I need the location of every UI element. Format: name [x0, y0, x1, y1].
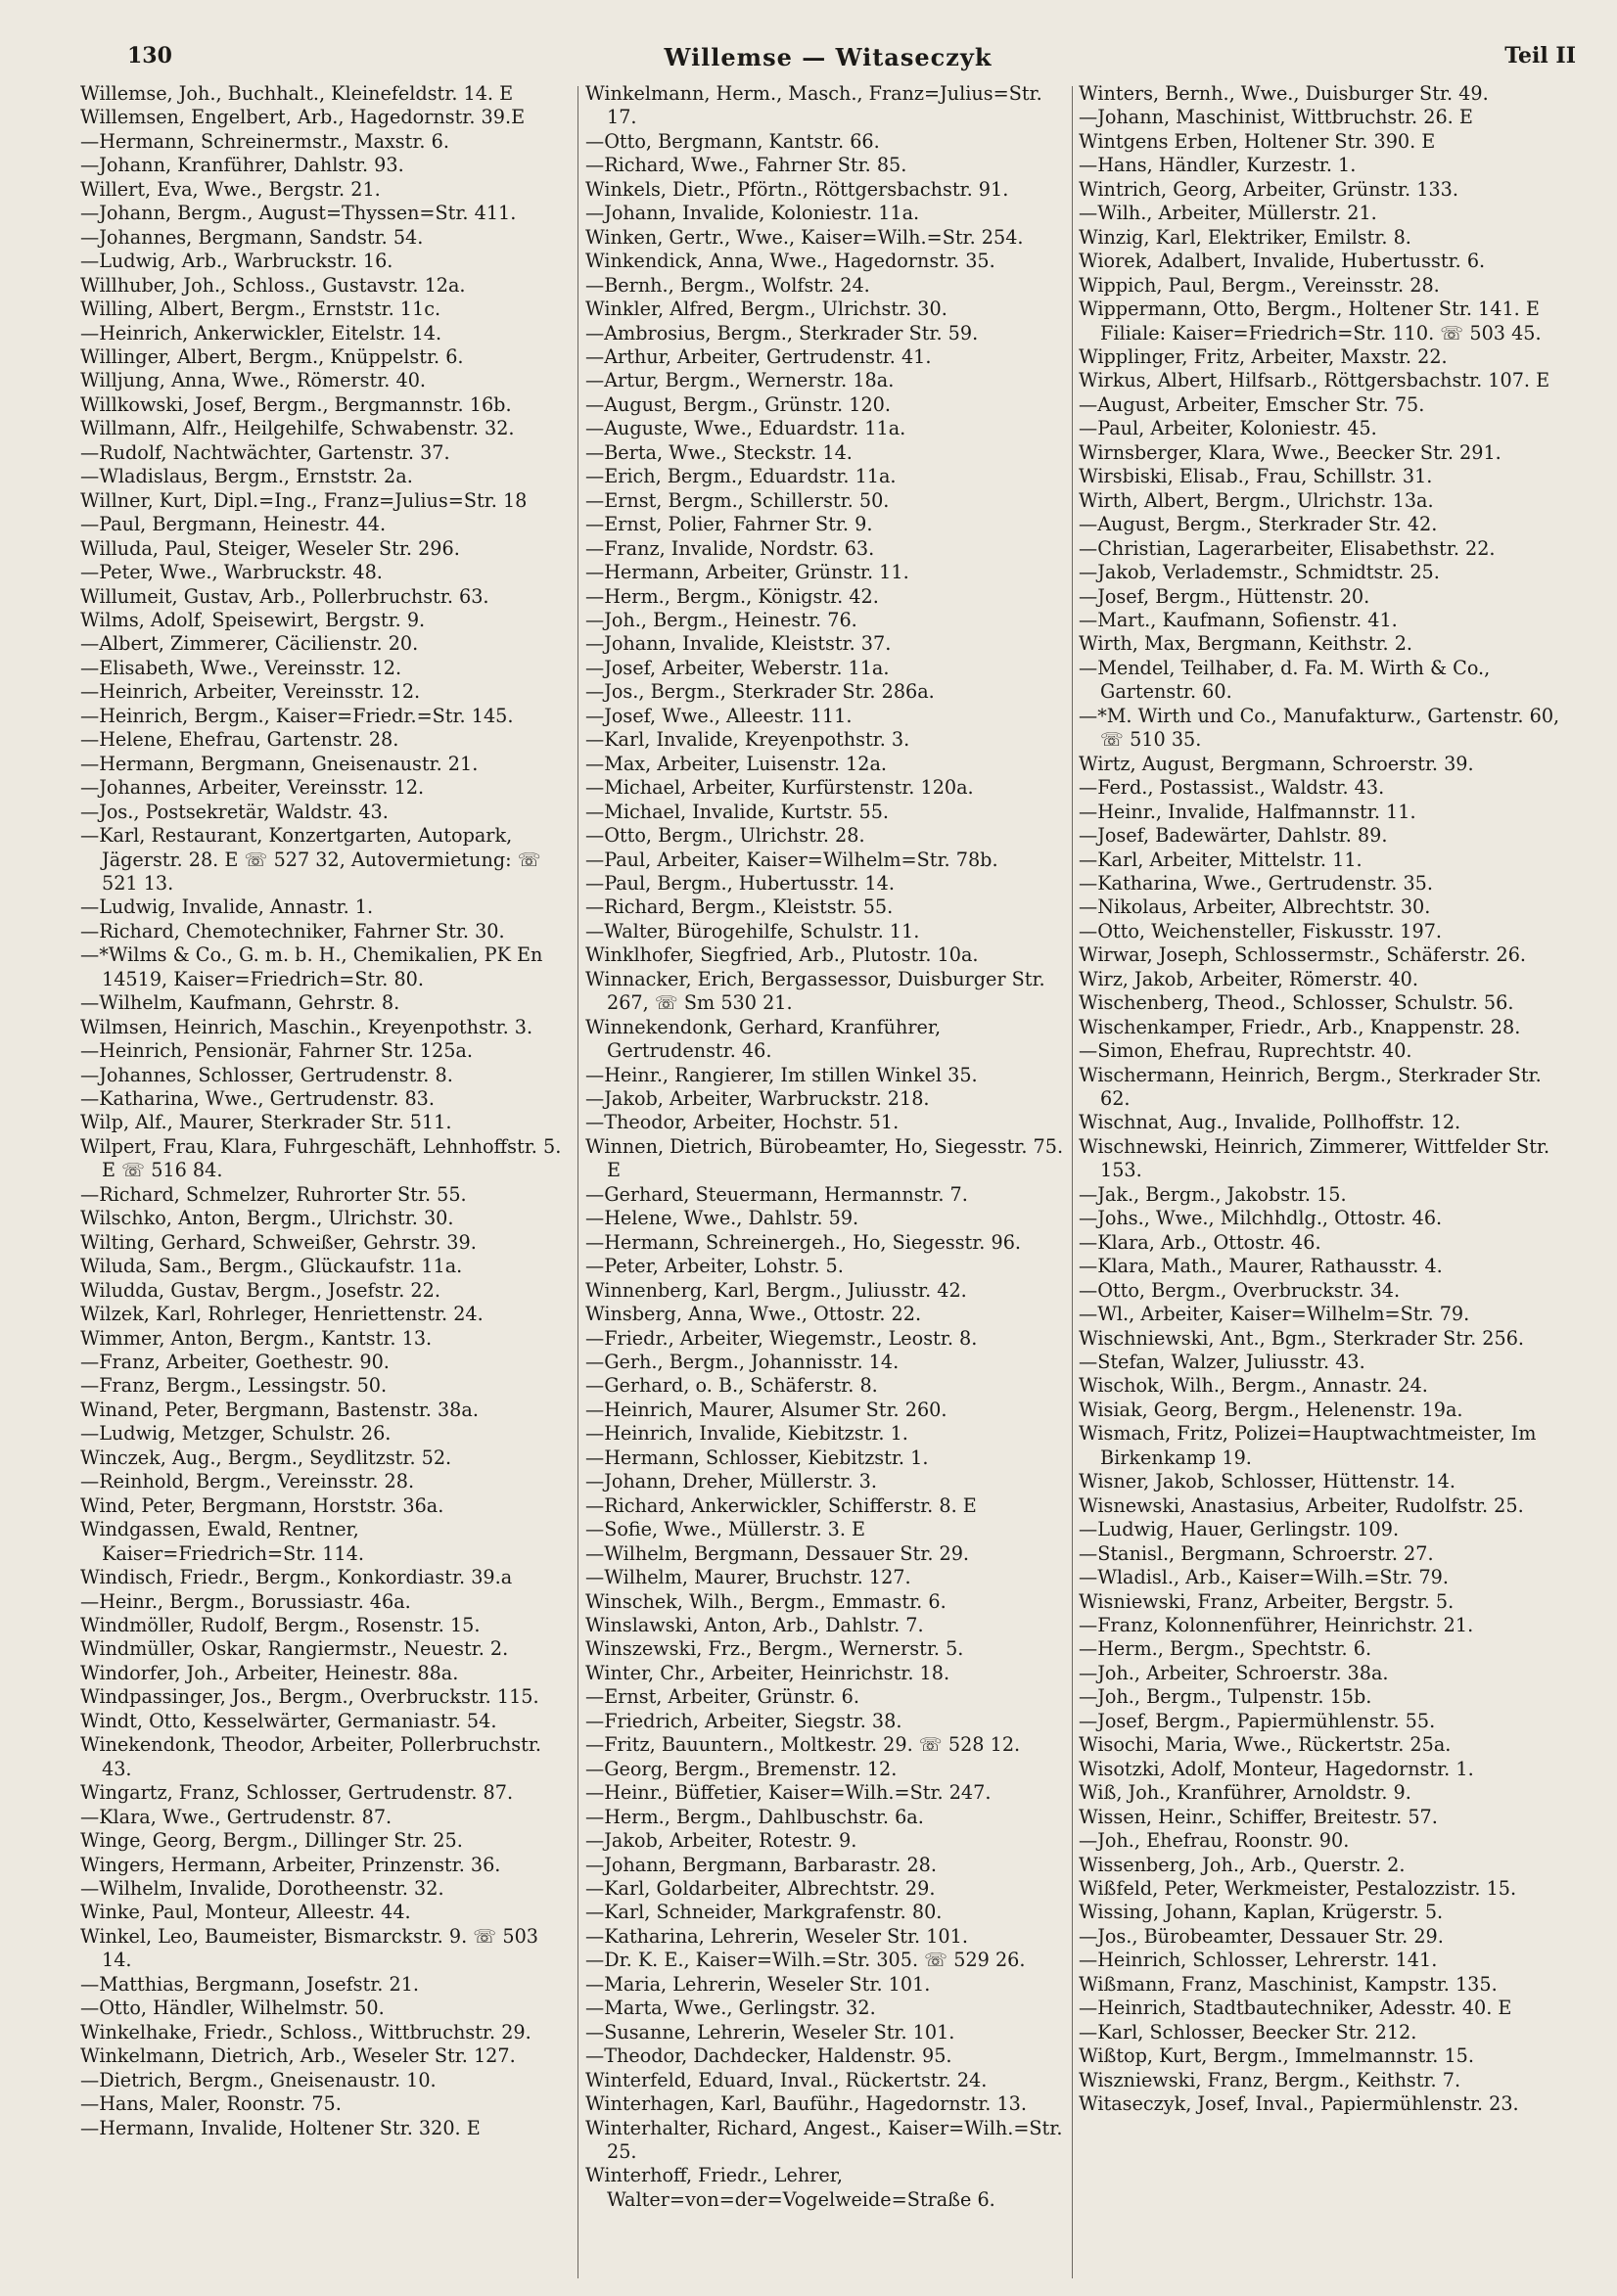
directory-entry: —Hermann, Bergmann, Gneisenaustr. 21. — [80, 752, 479, 775]
directory-entry: Winczek, Aug., Bergm., Seydlitzstr. 52. — [80, 1446, 452, 1469]
directory-entry: Wischnat, Aug., Invalide, Pollhoffstr. 12. — [1079, 1111, 1461, 1134]
directory-entry: —Herm., Bergm., Spechtstr. 6. — [1079, 1637, 1372, 1661]
directory-entry: Wilpert, Frau, Klara, Fuhrgeschäft, Lehnhoffstr. 5. E ☏ 516 84. — [80, 1134, 562, 1182]
directory-entry: Wißmann, Franz, Maschinist, Kampstr. 135. — [1079, 1972, 1498, 1996]
directory-entry: Winke, Paul, Monteur, Alleestr. 44. — [80, 1901, 411, 1924]
directory-entry: —Herm., Bergm., Königstr. 42. — [585, 584, 879, 608]
directory-entry: Wiszniewski, Franz, Bergm., Keithstr. 7. — [1079, 2068, 1461, 2091]
directory-entry: —Michael, Invalide, Kurtstr. 55. — [585, 800, 890, 823]
directory-entry: —Jos., Bergm., Sterkrader Str. 286a. — [585, 680, 935, 704]
directory-entry: Windmüller, Oskar, Rangiermstr., Neuestr. 2. — [80, 1637, 509, 1661]
directory-entry: —Josef, Bergm., Hüttenstr. 20. — [1079, 584, 1370, 608]
directory-entry: Winken, Gertr., Wwe., Kaiser=Wilh.=Str. 254. — [585, 225, 1024, 249]
directory-entry: —Nikolaus, Arbeiter, Albrechtstr. 30. — [1079, 895, 1431, 919]
directory-entry: —Johann, Invalide, Kleiststr. 37. — [585, 632, 892, 656]
directory-entry: —Heinrich, Pensionär, Fahrner Str. 125a. — [80, 1039, 473, 1063]
directory-entry: —Heinr., Büffetier, Kaiser=Wilh.=Str. 247. — [585, 1781, 992, 1805]
directory-entry: —Paul, Bergm., Hubertusstr. 14. — [585, 871, 895, 895]
directory-entry: —Gerhard, Steuermann, Hermannstr. 7. — [585, 1182, 968, 1206]
directory-entry: Wintrich, Georg, Arbeiter, Grünstr. 133. — [1079, 177, 1458, 201]
directory-entry: —Ludwig, Metzger, Schulstr. 26. — [80, 1422, 392, 1446]
directory-entry: Winterhoff, Friedr., Lehrer, Walter=von=der=Vogelweide=Straße 6. — [585, 2164, 995, 2211]
directory-entry: —Helene, Ehefrau, Gartenstr. 28. — [80, 728, 399, 752]
directory-entry: —Jak., Bergm., Jakobstr. 15. — [1079, 1182, 1347, 1206]
directory-entry: —Franz, Bergm., Lessingstr. 50. — [80, 1374, 388, 1398]
directory-entry: Winkelmann, Herm., Masch., Franz=Julius=Str. 17. — [585, 82, 1042, 129]
directory-entry: —Reinhold, Bergm., Vereinsstr. 28. — [80, 1470, 415, 1493]
directory-entry: Wilms, Adolf, Speisewirt, Bergstr. 9. — [80, 608, 426, 631]
directory-entry: Wilzek, Karl, Rohrleger, Henriettenstr. 24. — [80, 1303, 484, 1326]
directory-entry: Wisotzki, Adolf, Monteur, Hagedornstr. 1. — [1079, 1757, 1474, 1780]
directory-entry: Wißtop, Kurt, Bergm., Immelmannstr. 15. — [1079, 2044, 1474, 2068]
directory-entry: Wippermann, Otto, Bergm., Holtener Str. 141. E Filiale: Kaiser=Friedrich=Str. 110. ☏ 503 45. — [1079, 298, 1542, 344]
directory-entry: Willemse, Joh., Buchhalt., Kleinefeldstr. 14. E — [80, 82, 514, 105]
directory-entry: Willemsen, Engelbert, Arb., Hagedornstr. 39.E — [80, 106, 526, 129]
directory-entry: —Katharina, Lehrerin, Weseler Str. 101. — [585, 1924, 968, 1948]
directory-entry: —Karl, Restaurant, Konzertgarten, Autopark, Jägerstr. 28. E ☏ 527 32, Autovermietung: ☏ 521 13. — [80, 824, 541, 895]
directory-entry: Wisner, Jakob, Schlosser, Hüttenstr. 14. — [1079, 1470, 1455, 1493]
directory-entry: —Heinrich, Maurer, Alsumer Str. 260. — [585, 1398, 947, 1421]
directory-entry: —Marta, Wwe., Gerlingstr. 32. — [585, 1997, 876, 2020]
directory-entry: Wirz, Jakob, Arbeiter, Römerstr. 40. — [1079, 967, 1418, 990]
directory-entry: Wilting, Gerhard, Schweißer, Gehrstr. 39. — [80, 1230, 477, 1254]
directory-entry: —Jos., Postsekretär, Waldstr. 43. — [80, 800, 389, 823]
directory-entry: —Walter, Bürogehilfe, Schulstr. 11. — [585, 919, 920, 942]
directory-entry: —Joh., Bergm., Tulpenstr. 15b. — [1079, 1685, 1372, 1709]
directory-entry: Wissen, Heinr., Schiffer, Breitestr. 57. — [1079, 1805, 1438, 1828]
directory-entry: —Hermann, Schreinermstr., Maxstr. 6. — [80, 129, 449, 153]
directory-entry: —Wilhelm, Invalide, Dorotheenstr. 32. — [80, 1876, 444, 1900]
directory-entry: —Jakob, Arbeiter, Rotestr. 9. — [585, 1829, 857, 1853]
directory-entry: —Heinr., Rangierer, Im stillen Winkel 35. — [585, 1063, 978, 1086]
directory-entry: Willert, Eva, Wwe., Bergstr. 21. — [80, 177, 381, 201]
directory-entry: —Karl, Arbeiter, Mittelstr. 11. — [1079, 848, 1363, 871]
directory-column-2 — [585, 82, 1075, 2284]
directory-entry: —Wilhelm, Bergmann, Dessauer Str. 29. — [585, 1541, 970, 1565]
directory-entry: —Hermann, Schlosser, Kiebitzstr. 1. — [585, 1446, 929, 1469]
directory-entry: Wißfeld, Peter, Werkmeister, Pestalozzistr. 15. — [1079, 1876, 1517, 1900]
directory-entry: —Friedr., Arbeiter, Wiegemstr., Leostr. 8. — [585, 1326, 978, 1350]
directory-entry: Winschek, Wilh., Bergm., Emmastr. 6. — [585, 1589, 947, 1613]
directory-entry: Wischnewski, Heinrich, Zimmerer, Wittfelder Str. 153. — [1079, 1134, 1550, 1182]
directory-entry: —Matthias, Bergmann, Josefstr. 21. — [80, 1972, 420, 1996]
directory-entry: —August, Bergm., Sterkrader Str. 42. — [1079, 513, 1438, 536]
directory-entry: Winkelmann, Dietrich, Arb., Weseler Str. 127. — [80, 2044, 516, 2068]
directory-entry: —Ernst, Bergm., Schillerstr. 50. — [585, 488, 890, 512]
directory-entry: —Karl, Invalide, Kreyenpothstr. 3. — [585, 728, 910, 752]
directory-entry: Wischermann, Heinrich, Bergm., Sterkrader Str. 62. — [1079, 1063, 1542, 1111]
directory-entry: —Hermann, Arbeiter, Grünstr. 11. — [585, 561, 909, 584]
directory-entry: —Karl, Schlosser, Beecker Str. 212. — [1079, 2020, 1417, 2043]
directory-entry: —Johann, Dreher, Müllerstr. 3. — [585, 1470, 877, 1493]
directory-entry: Wirkus, Albert, Hilfsarb., Röttgersbachstr. 107. E — [1079, 369, 1550, 392]
directory-entry: —Johannes, Arbeiter, Vereinsstr. 12. — [80, 776, 425, 800]
directory-entry: —Richard, Ankerwickler, Schifferstr. 8. E — [585, 1493, 977, 1517]
directory-entry: —Dietrich, Bergm., Gneisenaustr. 10. — [80, 2068, 437, 2091]
directory-entry: —Theodor, Arbeiter, Hochstr. 51. — [585, 1111, 900, 1134]
directory-entry: Winekendonk, Theodor, Arbeiter, Pollerbruchstr. 43. — [80, 1733, 541, 1780]
directory-entry: —Heinrich, Invalide, Kiebitzstr. 1. — [585, 1422, 908, 1446]
directory-entry: —Herm., Bergm., Dahlbuschstr. 6a. — [585, 1805, 924, 1828]
directory-entry: —Peter, Wwe., Warbruckstr. 48. — [80, 561, 383, 584]
directory-entry: Winkels, Dietr., Pförtn., Röttgersbachstr. 91. — [585, 177, 1009, 201]
directory-entry: —Peter, Arbeiter, Lohstr. 5. — [585, 1255, 844, 1278]
directory-entry: Wiludda, Gustav, Bergm., Josefstr. 22. — [80, 1278, 440, 1302]
directory-entry: —Wilhelm, Maurer, Bruchstr. 127. — [585, 1566, 911, 1589]
directory-entry: —Johann, Kranführer, Dahlstr. 93. — [80, 154, 404, 177]
directory-entry: —Dr. K. E., Kaiser=Wilh.=Str. 305. ☏ 529 26. — [585, 1949, 1026, 1972]
directory-entry: —Ferd., Postassist., Waldstr. 43. — [1079, 776, 1385, 800]
directory-entry: Winters, Bernh., Wwe., Duisburger Str. 49. — [1079, 82, 1489, 105]
directory-entry: —Wilhelm, Kaufmann, Gehrstr. 8. — [80, 991, 400, 1015]
directory-entry: —Otto, Bergm., Ulrichstr. 28. — [585, 824, 865, 848]
directory-entry: —Michael, Arbeiter, Kurfürstenstr. 120a. — [585, 776, 974, 800]
directory-entry: —Franz, Kolonnenführer, Heinrichstr. 21. — [1079, 1614, 1474, 1636]
directory-entry: —Jakob, Arbeiter, Warbruckstr. 218. — [585, 1087, 930, 1111]
directory-entry: —Jos., Bürobeamter, Dessauer Str. 29. — [1079, 1924, 1444, 1948]
directory-entry: —Simon, Ehefrau, Ruprechtstr. 40. — [1079, 1039, 1412, 1063]
directory-entry: Winnenberg, Karl, Bergm., Juliusstr. 42. — [585, 1278, 967, 1302]
directory-entry: Windmöller, Rudolf, Bergm., Rosenstr. 15. — [80, 1614, 481, 1636]
directory-entry: —Karl, Schneider, Markgrafenstr. 80. — [585, 1901, 943, 1924]
directory-entry: Winklhofer, Siegfried, Arb., Plutostr. 10a. — [585, 943, 979, 967]
directory-entry: —Ambrosius, Bergm., Sterkrader Str. 59. — [585, 321, 979, 344]
directory-entry: —Joh., Ehefrau, Roonstr. 90. — [1079, 1829, 1350, 1853]
directory-entry: Winszewski, Frz., Bergm., Wernerstr. 5. — [585, 1637, 964, 1661]
directory-entry: Winnen, Dietrich, Bürobeamter, Ho, Siegesstr. 75. E — [585, 1134, 1064, 1182]
directory-entry: Wingers, Hermann, Arbeiter, Prinzenstr. 36. — [80, 1853, 501, 1876]
directory-entry: Wisnewski, Anastasius, Arbeiter, Rudolfstr. 25. — [1079, 1493, 1524, 1517]
directory-entry: Wintgens Erben, Holtener Str. 390. E — [1079, 129, 1436, 153]
directory-entry: Wiluda, Sam., Bergm., Glückaufstr. 11a. — [80, 1255, 463, 1278]
directory-entry: —Klara, Math., Maurer, Rathausstr. 4. — [1079, 1255, 1443, 1278]
directory-entry: —Klara, Arb., Ottostr. 46. — [1079, 1230, 1321, 1254]
directory-entry: —Hermann, Schreinergeh., Ho, Siegesstr. 96. — [585, 1230, 1022, 1254]
directory-entry: Willinger, Albert, Bergm., Knüppelstr. 6. — [80, 344, 464, 368]
directory-entry: Windgassen, Ewald, Rentner, Kaiser=Friedrich=Str. 114. — [80, 1518, 364, 1565]
directory-column-3 — [1079, 82, 1568, 2284]
directory-column-1 — [80, 82, 570, 2284]
directory-entry: Wirth, Albert, Bergm., Ulrichstr. 13a. — [1079, 488, 1434, 512]
directory-entry: —Fritz, Bauuntern., Moltkestr. 29. ☏ 528 12. — [585, 1733, 1021, 1757]
directory-entry: —Richard, Chemotechniker, Fahrner Str. 30. — [80, 919, 505, 942]
directory-entry: —Gerhard, o. B., Schäferstr. 8. — [585, 1374, 878, 1398]
directory-entry: —Josef, Wwe., Alleestr. 111. — [585, 704, 853, 727]
directory-entry: —Johannes, Bergmann, Sandstr. 54. — [80, 225, 424, 249]
directory-entry: Willner, Kurt, Dipl.=Ing., Franz=Julius=Str. 18 — [80, 488, 528, 512]
directory-entry: Windorfer, Joh., Arbeiter, Heinestr. 88a. — [80, 1661, 459, 1684]
directory-entry: —Paul, Arbeiter, Kaiser=Wilhelm=Str. 78b. — [585, 848, 998, 871]
directory-entry: —Hans, Händler, Kurzestr. 1. — [1079, 154, 1357, 177]
directory-entry: Winter, Chr., Arbeiter, Heinrichstr. 18. — [585, 1661, 950, 1684]
directory-entry: —Ernst, Arbeiter, Grünstr. 6. — [585, 1685, 859, 1709]
directory-entry: —Stanisl., Bergmann, Schroerstr. 27. — [1079, 1541, 1434, 1565]
directory-entry: —Wladisl., Arb., Kaiser=Wilh.=Str. 79. — [1079, 1566, 1449, 1589]
directory-entry: —Johann, Bergm., August=Thyssen=Str. 411. — [80, 202, 517, 225]
directory-entry: Winzig, Karl, Elektriker, Emilstr. 8. — [1079, 225, 1411, 249]
directory-entry: —Johann, Invalide, Koloniestr. 11a. — [585, 202, 920, 225]
directory-entry: —Josef, Badewärter, Dahlstr. 89. — [1079, 824, 1388, 848]
directory-entry: Wismach, Fritz, Polizei=Hauptwachtmeister, Im Birkenkamp 19. — [1079, 1422, 1537, 1469]
directory-entry: —Ludwig, Invalide, Annastr. 1. — [80, 895, 374, 919]
directory-entry: —Sofie, Wwe., Müllerstr. 3. E — [585, 1518, 866, 1541]
directory-entry: Wischenberg, Theod., Schlosser, Schulstr. 56. — [1079, 991, 1514, 1015]
directory-entry: —Maria, Lehrerin, Weseler Str. 101. — [585, 1972, 931, 1996]
directory-entry: —Susanne, Lehrerin, Weseler Str. 101. — [585, 2020, 955, 2043]
directory-entry: —*Wilms & Co., G. m. b. H., Chemikalien, PK En 14519, Kaiser=Friedrich=Str. 80. — [80, 943, 543, 990]
directory-entry: —Elisabeth, Wwe., Vereinsstr. 12. — [80, 656, 402, 679]
directory-entry: Wirth, Max, Bergmann, Keithstr. 2. — [1079, 632, 1413, 656]
directory-entry: Wirtz, August, Bergmann, Schroerstr. 39. — [1079, 752, 1474, 775]
directory-entry: —Rudolf, Nachtwächter, Gartenstr. 37. — [80, 440, 450, 464]
directory-entry: Winkelhake, Friedr., Schloss., Wittbruchstr. 29. — [80, 2020, 531, 2043]
directory-entry: —Helene, Wwe., Dahlstr. 59. — [585, 1207, 859, 1230]
directory-entry: Wisochi, Maria, Wwe., Rückertstr. 25a. — [1079, 1733, 1452, 1757]
directory-entry: Winnekendonk, Gerhard, Kranführer, Gertrudenstr. 46. — [585, 1015, 942, 1063]
directory-entry: Winterhalter, Richard, Angest., Kaiser=Wilh.=Str. 25. — [585, 2116, 1063, 2163]
directory-entry: Winsberg, Anna, Wwe., Ottostr. 22. — [585, 1303, 922, 1326]
directory-entry: —Wladislaus, Bergm., Ernststr. 2a. — [80, 465, 413, 488]
directory-entry: —Berta, Wwe., Steckstr. 14. — [585, 440, 853, 464]
directory-entry: Winkel, Leo, Baumeister, Bismarckstr. 9. ☏ 503 14. — [80, 1924, 539, 1972]
part-label: Teil II — [1504, 43, 1576, 69]
directory-entry: —Max, Arbeiter, Luisenstr. 12a. — [585, 752, 887, 775]
directory-entry: Witaseczyk, Josef, Inval., Papiermühlenstr. 23. — [1079, 2092, 1519, 2116]
directory-entry: Wisiak, Georg, Bergm., Helenenstr. 19a. — [1079, 1398, 1463, 1421]
directory-entry: —Arthur, Arbeiter, Gertrudenstr. 41. — [585, 344, 932, 368]
directory-entry: Wirwar, Joseph, Schlossermstr., Schäferstr. 26. — [1079, 943, 1527, 967]
directory-entry: Winkendick, Anna, Wwe., Hagedornstr. 35. — [585, 250, 995, 273]
directory-entry: Wilschko, Anton, Bergm., Ulrichstr. 30. — [80, 1207, 454, 1230]
directory-entry: —Erich, Bergm., Eduardstr. 11a. — [585, 465, 897, 488]
directory-entry: —Otto, Weichensteller, Fiskusstr. 197. — [1079, 919, 1443, 942]
directory-entry: Wipplinger, Fritz, Arbeiter, Maxstr. 22. — [1079, 344, 1448, 368]
directory-entry: Wind, Peter, Bergmann, Horststr. 36a. — [80, 1493, 444, 1517]
directory-entry: Wischok, Wilh., Bergm., Annastr. 24. — [1079, 1374, 1428, 1398]
directory-entry: —Joh., Bergm., Heinestr. 76. — [585, 608, 857, 631]
directory-entry: Windisch, Friedr., Bergm., Konkordiastr. 39.a — [80, 1566, 513, 1589]
directory-entry: Winterfeld, Eduard, Inval., Rückertstr. 24. — [585, 2068, 988, 2091]
directory-entry: —Otto, Händler, Wilhelmstr. 50. — [80, 1997, 385, 2020]
directory-entry: Willjung, Anna, Wwe., Römerstr. 40. — [80, 369, 426, 392]
directory-entry: —Katharina, Wwe., Gertrudenstr. 35. — [1079, 871, 1433, 895]
directory-entry: Wisniewski, Franz, Arbeiter, Bergstr. 5. — [1079, 1589, 1455, 1613]
directory-entry: Willing, Albert, Bergm., Ernststr. 11c. — [80, 298, 441, 321]
directory-entry: —Josef, Bergm., Papiermühlenstr. 55. — [1079, 1709, 1436, 1732]
directory-entry: —Josef, Arbeiter, Weberstr. 11a. — [585, 656, 890, 679]
directory-entry: Winterhagen, Karl, Bauführ., Hagedornstr. 13. — [585, 2092, 1027, 2116]
directory-entry: —Mart., Kaufmann, Sofienstr. 41. — [1079, 608, 1398, 631]
directory-entry: —Christian, Lagerarbeiter, Elisabethstr. 22. — [1079, 536, 1496, 560]
directory-entry: Wirnsberger, Klara, Wwe., Beecker Str. 291. — [1079, 440, 1502, 464]
directory-entry: —Paul, Bergmann, Heinestr. 44. — [80, 513, 387, 536]
directory-entry: —Georg, Bergm., Bremenstr. 12. — [585, 1757, 898, 1780]
directory-entry: —August, Arbeiter, Emscher Str. 75. — [1079, 392, 1425, 416]
directory-entry: Wilp, Alf., Maurer, Sterkrader Str. 511. — [80, 1111, 452, 1134]
directory-entry: Willumeit, Gustav, Arb., Pollerbruchstr. 63. — [80, 584, 489, 608]
directory-entry: Wiß, Joh., Kranführer, Arnoldstr. 9. — [1079, 1781, 1411, 1805]
directory-entry: Willkowski, Josef, Bergm., Bergmannstr. 16b. — [80, 392, 512, 416]
directory-entry: —Joh., Arbeiter, Schroerstr. 38a. — [1079, 1661, 1389, 1684]
directory-entry: Wischenkamper, Friedr., Arb., Knappenstr. 28. — [1079, 1015, 1521, 1038]
directory-entry: Winkler, Alfred, Bergm., Ulrichstr. 30. — [585, 298, 947, 321]
directory-entry: —Artur, Bergm., Wernerstr. 18a. — [585, 369, 895, 392]
directory-entry: —Mendel, Teilhaber, d. Fa. M. Wirth & Co., Gartenstr. 60. — [1079, 656, 1491, 704]
directory-entry: —Stefan, Walzer, Juliusstr. 43. — [1079, 1351, 1365, 1374]
directory-entry: —Ludwig, Hauer, Gerlingstr. 109. — [1079, 1518, 1400, 1541]
directory-entry: Winand, Peter, Bergmann, Bastenstr. 38a. — [80, 1398, 479, 1421]
directory-entry: —Richard, Wwe., Fahrner Str. 85. — [585, 154, 907, 177]
directory-entry: —Karl, Goldarbeiter, Albrechtstr. 29. — [585, 1876, 936, 1900]
directory-entry: —Heinrich, Ankerwickler, Eitelstr. 14. — [80, 321, 442, 344]
directory-entry: Winnacker, Erich, Bergassessor, Duisburger Str. 267, ☏ Sm 530 21. — [585, 967, 1045, 1015]
directory-entry: Wippich, Paul, Bergm., Vereinsstr. 28. — [1079, 273, 1440, 297]
directory-entry: —Johann, Bergmann, Barbarastr. 28. — [585, 1853, 937, 1876]
directory-entry: Wiorek, Adalbert, Invalide, Hubertusstr. 6. — [1079, 250, 1486, 273]
directory-entry: Willmann, Alfr., Heilgehilfe, Schwabenstr. 32. — [80, 417, 515, 440]
directory-entry: —Johannes, Schlosser, Gertrudenstr. 8. — [80, 1063, 453, 1086]
directory-entry: —Franz, Arbeiter, Goethestr. 90. — [80, 1351, 390, 1374]
directory-entry: —Wilh., Arbeiter, Müllerstr. 21. — [1079, 202, 1377, 225]
directory-entry: —Heinrich, Stadtbautechniker, Adesstr. 40. E — [1079, 1997, 1512, 2020]
directory-entry: —Richard, Schmelzer, Ruhrorter Str. 55. — [80, 1182, 467, 1206]
directory-entry: —Auguste, Wwe., Eduardstr. 11a. — [585, 417, 906, 440]
directory-entry: Wingartz, Franz, Schlosser, Gertrudenstr. 87. — [80, 1781, 514, 1805]
directory-entry: —Franz, Invalide, Nordstr. 63. — [585, 536, 875, 560]
directory-entry: —Klara, Wwe., Gertrudenstr. 87. — [80, 1805, 393, 1828]
directory-entry: —Gerh., Bergm., Johannisstr. 14. — [585, 1351, 900, 1374]
directory-entry: —Theodor, Dachdecker, Haldenstr. 95. — [585, 2044, 952, 2068]
directory-entry: —August, Bergm., Grünstr. 120. — [585, 392, 891, 416]
directory-entry: —Jakob, Verlademstr., Schmidtstr. 25. — [1079, 561, 1440, 584]
directory-entry: Winslawski, Anton, Arb., Dahlstr. 7. — [585, 1614, 924, 1636]
directory-entry: —Johann, Maschinist, Wittbruchstr. 26. E — [1079, 106, 1473, 129]
page-title: Willemse — Witaseczyk — [664, 43, 993, 71]
directory-entry: Wissenberg, Joh., Arb., Querstr. 2. — [1079, 1853, 1406, 1876]
directory-entry: —Johs., Wwe., Milchhdlg., Ottostr. 46. — [1079, 1207, 1443, 1230]
directory-entry: —Hans, Maler, Roonstr. 75. — [80, 2092, 342, 2116]
directory-entry: Willhuber, Joh., Schloss., Gustavstr. 12a. — [80, 273, 466, 297]
directory-entry: —Heinr., Invalide, Halfmannstr. 11. — [1079, 800, 1416, 823]
page-number: 130 — [127, 43, 172, 69]
directory-entry: —Heinrich, Schlosser, Lehrerstr. 141. — [1079, 1949, 1438, 1972]
directory-entry: —Heinrich, Arbeiter, Vereinsstr. 12. — [80, 680, 421, 704]
directory-entry: —Ludwig, Arb., Warbruckstr. 16. — [80, 250, 393, 273]
directory-entry: —Heinr., Bergm., Borussiastr. 46a. — [80, 1589, 411, 1613]
directory-entry: Wischniewski, Ant., Bgm., Sterkrader Str. 256. — [1079, 1326, 1525, 1350]
directory-entry: Wissing, Johann, Kaplan, Krügerstr. 5. — [1079, 1901, 1444, 1924]
directory-entry: Winge, Georg, Bergm., Dillinger Str. 25. — [80, 1829, 463, 1853]
directory-entry: Willuda, Paul, Steiger, Weseler Str. 296. — [80, 536, 460, 560]
directory-entry: —Otto, Bergm., Overbruckstr. 34. — [1079, 1278, 1401, 1302]
directory-entry: Wirsbiski, Elisab., Frau, Schillstr. 31. — [1079, 465, 1433, 488]
directory-entry: —Otto, Bergmann, Kantstr. 66. — [585, 129, 880, 153]
directory-entry: —Hermann, Invalide, Holtener Str. 320. E — [80, 2116, 481, 2139]
directory-entry: —Paul, Arbeiter, Koloniestr. 45. — [1079, 417, 1377, 440]
directory-entry: Windt, Otto, Kesselwärter, Germaniastr. 54. — [80, 1709, 497, 1732]
directory-entry: —Richard, Bergm., Kleiststr. 55. — [585, 895, 894, 919]
page-header — [80, 43, 1576, 82]
directory-entry: —Friedrich, Arbeiter, Siegstr. 38. — [585, 1709, 902, 1732]
directory-entry: —Heinrich, Bergm., Kaiser=Friedr.=Str. 145. — [80, 704, 514, 727]
directory-entry: Wimmer, Anton, Bergm., Kantstr. 13. — [80, 1326, 433, 1350]
directory-entry: —Wl., Arbeiter, Kaiser=Wilhelm=Str. 79. — [1079, 1303, 1470, 1326]
directory-entry: —Albert, Zimmerer, Cäcilienstr. 20. — [80, 632, 419, 656]
directory-entry: —Ernst, Polier, Fahrner Str. 9. — [585, 513, 873, 536]
directory-entry: —Bernh., Bergm., Wolfstr. 24. — [585, 273, 870, 297]
directory-entry: —Katharina, Wwe., Gertrudenstr. 83. — [80, 1087, 435, 1111]
directory-entry: Windpassinger, Jos., Bergm., Overbruckstr. 115. — [80, 1685, 539, 1709]
directory-entry: Wilmsen, Heinrich, Maschin., Kreyenpothstr. 3. — [80, 1015, 533, 1038]
directory-entry: —*M. Wirth und Co., Manufakturw., Gartenstr. 60, ☏ 510 35. — [1079, 704, 1560, 752]
